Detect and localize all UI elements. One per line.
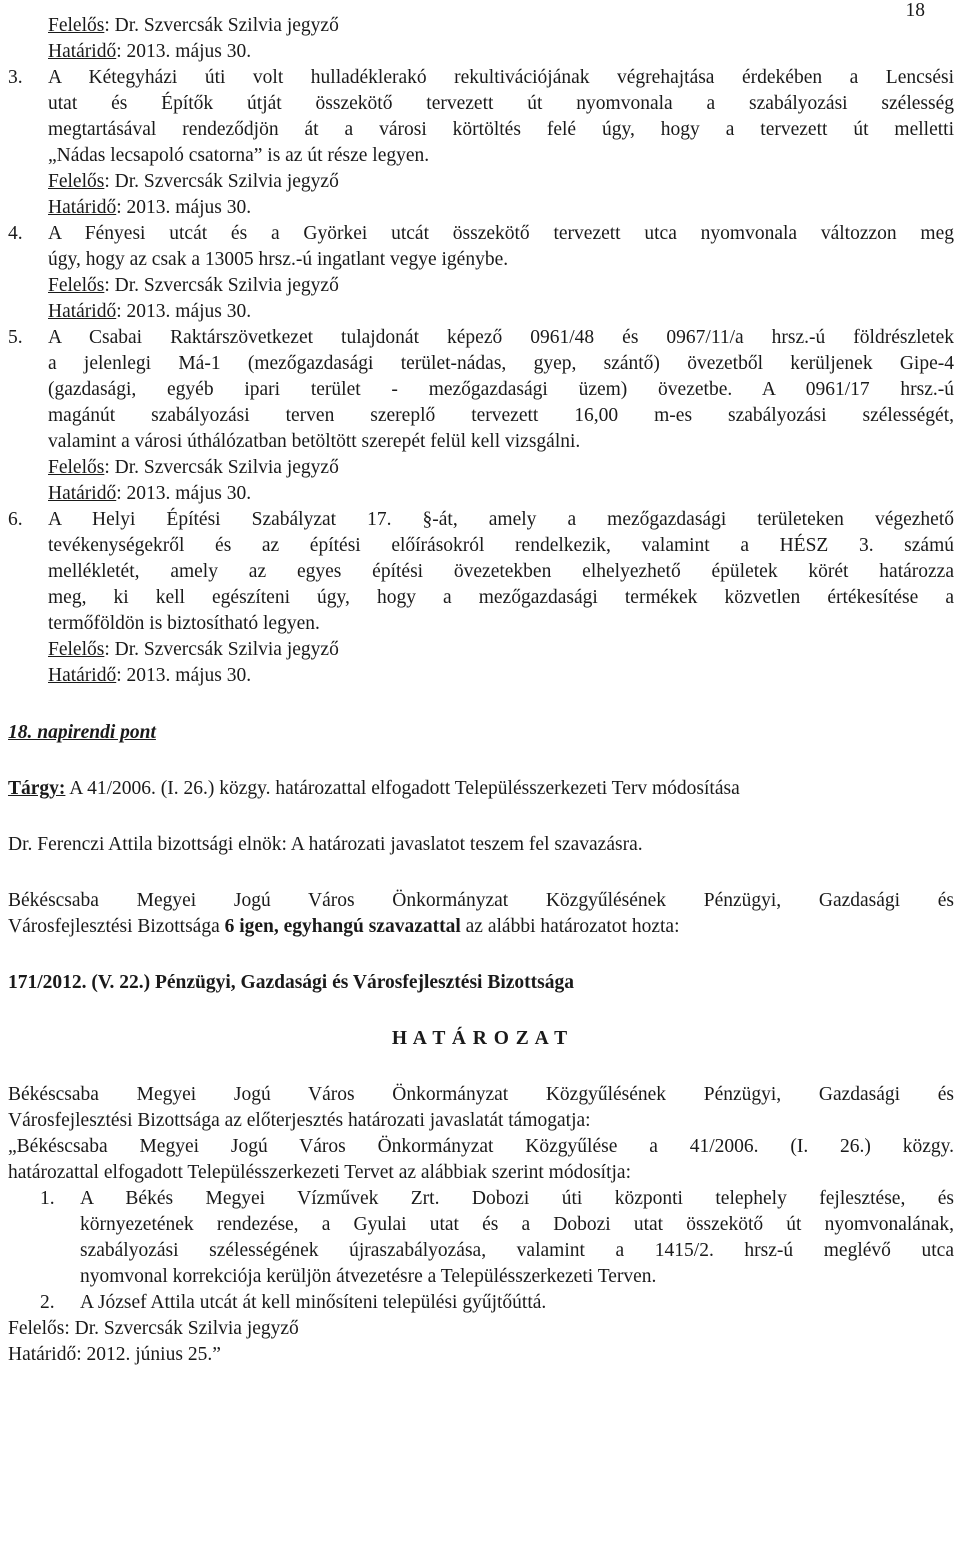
resolution-id: 171/2012. (V. 22.) Pénzügyi, Gazdasági és Városfejlesztési Bizottsága — [8, 972, 574, 993]
deadline-text: : 2013. május 30. — [116, 41, 252, 62]
deadline-text: : 2013. május 30. — [116, 197, 252, 218]
responsible-label: Felelős — [48, 275, 105, 296]
responsible-line — [48, 637, 339, 663]
list-item-line: A Békés Megyei Vízművek Zrt. Dobozi úti központi telephely fejlesztése, és — [80, 1188, 954, 1209]
responsible-line — [48, 273, 339, 299]
page-number: 18 — [905, 0, 925, 21]
vote-text: Városfejlesztési Bizottsága — [8, 916, 225, 937]
responsible-text: : Dr. Szvercsák Szilvia jegyző — [104, 639, 339, 660]
deadline-label: Határidő — [48, 301, 117, 322]
paragraph-line: a jelenlegi Má-1 (mezőgazdasági terület-nádas, gyep, szántő) övezetből kerüljenek Gipe-4 — [48, 353, 954, 374]
deadline-line — [48, 663, 251, 689]
paragraph-line: magánút szabályozási terven szereplő tervezett 16,00 m-es szabályozási szélességét, — [48, 405, 954, 426]
resolution-body-line: Városfejlesztési Bizottsága az előterjesztés határozati javaslatát támogatja: — [8, 1110, 591, 1131]
paragraph-line: A Csabai Raktárszövetkezet tulajdonát képező 0961/48 és 0967/11/a hrsz.-ú földrészletek — [48, 327, 954, 348]
item-number: 4. — [8, 223, 23, 244]
resolution-body-line: határozattal elfogadott Településszerkezeti Tervet az alábbiak szerint módosítja: — [8, 1162, 631, 1183]
vote-line — [8, 914, 680, 940]
deadline-label: Határidő — [48, 665, 117, 686]
deadline-line — [48, 195, 251, 221]
responsible-label: Felelős — [48, 639, 105, 660]
deadline-text: : 2013. május 30. — [116, 665, 252, 686]
list-item-number: 2. — [40, 1292, 55, 1313]
list-item-number: 1. — [40, 1188, 55, 1209]
subject-label: Tárgy: — [8, 778, 66, 799]
responsible-label: Felelős — [48, 457, 105, 478]
paragraph-line: utat és Építők útját összekötő tervezett út nyomvonala a szabályozási szélesség — [48, 93, 954, 114]
responsible-label: Felelős — [48, 171, 105, 192]
resolution-title: H A T Á R O Z A T — [391, 1028, 569, 1049]
paragraph-line: tevékenységekről és az építési előírásokról rendelkezik, valamint a HÉSZ 3. számú — [48, 535, 954, 556]
responsible-text: : Dr. Szvercsák Szilvia jegyző — [104, 171, 339, 192]
list-item-line: nyomvonal korrekciója kerüljön átvezetésre a Településszerkezeti Terven. — [80, 1266, 657, 1287]
responsible-line — [48, 455, 339, 481]
paragraph-line: valamint a városi úthálózatban betöltött szerepét felül kell vizsgálni. — [48, 431, 581, 452]
deadline-line — [48, 39, 251, 65]
list-item-line: A József Attila utcát át kell minősíteni települési gyűjtőúttá. — [80, 1292, 547, 1313]
deadline-line — [48, 481, 251, 507]
agenda-heading: 18. napirendi pont — [8, 722, 156, 743]
list-item-line: szabályozási szélességének újraszabályozása, valamint a 1415/2. hrsz-ú meglévő utca — [80, 1240, 954, 1261]
paragraph-line: A Kétegyházi úti volt hulladéklerakó rekultivációjának végrehajtása érdekében a Lencsési — [48, 67, 954, 88]
subject-line — [8, 776, 740, 802]
deadline-label: Határidő — [48, 197, 117, 218]
paragraph-line: termőföldön is biztosítható legyen. — [48, 613, 320, 634]
responsible-text: : Dr. Szvercsák Szilvia jegyző — [104, 15, 339, 36]
deadline-text: : 2013. május 30. — [116, 483, 252, 504]
deadline-text: : 2013. május 30. — [116, 301, 252, 322]
paragraph-line: „Nádas lecsapoló csatorna” is az út része legyen. — [48, 145, 430, 166]
responsible-line — [48, 13, 339, 39]
subject-text: A 41/2006. (I. 26.) közgy. határozattal elfogadott Településszerkezeti Terv módosítása — [65, 778, 740, 799]
item-number: 6. — [8, 509, 23, 530]
paragraph-line: A Helyi Építési Szabályzat 17. §-át, amely a mezőgazdasági területeken végezhető — [48, 509, 954, 530]
list-item-line: környezetének rendezése, a Gyulai utat és a Dobozi utat összekötő út nyomvonalának, — [80, 1214, 954, 1235]
paragraph-line: (gazdasági, egyéb ipari terület - mezőgazdasági üzem) övezetbe. A 0961/17 hrsz.-ú — [48, 379, 954, 400]
paragraph-line: úgy, hogy az csak a 13005 hrsz.-ú ingatlant vegye igénybe. — [48, 249, 509, 270]
responsible-label: Felelős — [48, 15, 105, 36]
responsible-line — [48, 169, 339, 195]
paragraph-line: megtartásával rendeződjön át a városi körtöltés felé úgy, hogy a tervezett út melletti — [48, 119, 954, 140]
final-deadline: Határidő: 2012. június 25.” — [8, 1344, 221, 1365]
vote-result: 6 igen, egyhangú szavazattal — [224, 916, 461, 937]
resolution-body-line: Békéscsaba Megyei Jogú Város Önkormányzat Közgyűlésének Pénzügyi, Gazdasági és — [8, 1084, 954, 1105]
paragraph-line: A Fényesi utcát és a Györkei utcát összekötő tervezett utca nyomvonala változzon meg — [48, 223, 954, 244]
vote-line: Békéscsaba Megyei Jogú Város Önkormányzat Közgyűlésének Pénzügyi, Gazdasági és — [8, 890, 954, 911]
item-number: 5. — [8, 327, 23, 348]
responsible-text: : Dr. Szvercsák Szilvia jegyző — [104, 275, 339, 296]
paragraph-line: mellékletét, amely az egyes építési övezetekben elhelyezhető épületek körét határozza — [48, 561, 954, 582]
deadline-label: Határidő — [48, 483, 117, 504]
item-number: 3. — [8, 67, 23, 88]
final-responsible: Felelős: Dr. Szvercsák Szilvia jegyző — [8, 1318, 299, 1339]
resolution-body-line: „Békéscsaba Megyei Jogú Város Önkormányzat Közgyűlése a 41/2006. (I. 26.) közgy. — [8, 1136, 954, 1157]
responsible-text: : Dr. Szvercsák Szilvia jegyző — [104, 457, 339, 478]
vote-text: az alábbi határozatot hozta: — [460, 916, 680, 937]
deadline-line — [48, 299, 251, 325]
paragraph-line: meg, ki kell egészíteni úgy, hogy a mezőgazdasági termékek közvetlen értékesítése a — [48, 587, 954, 608]
deadline-label: Határidő — [48, 41, 117, 62]
chair-statement: Dr. Ferenczi Attila bizottsági elnök: A határozati javaslatot teszem fel szavazásra. — [8, 834, 643, 855]
